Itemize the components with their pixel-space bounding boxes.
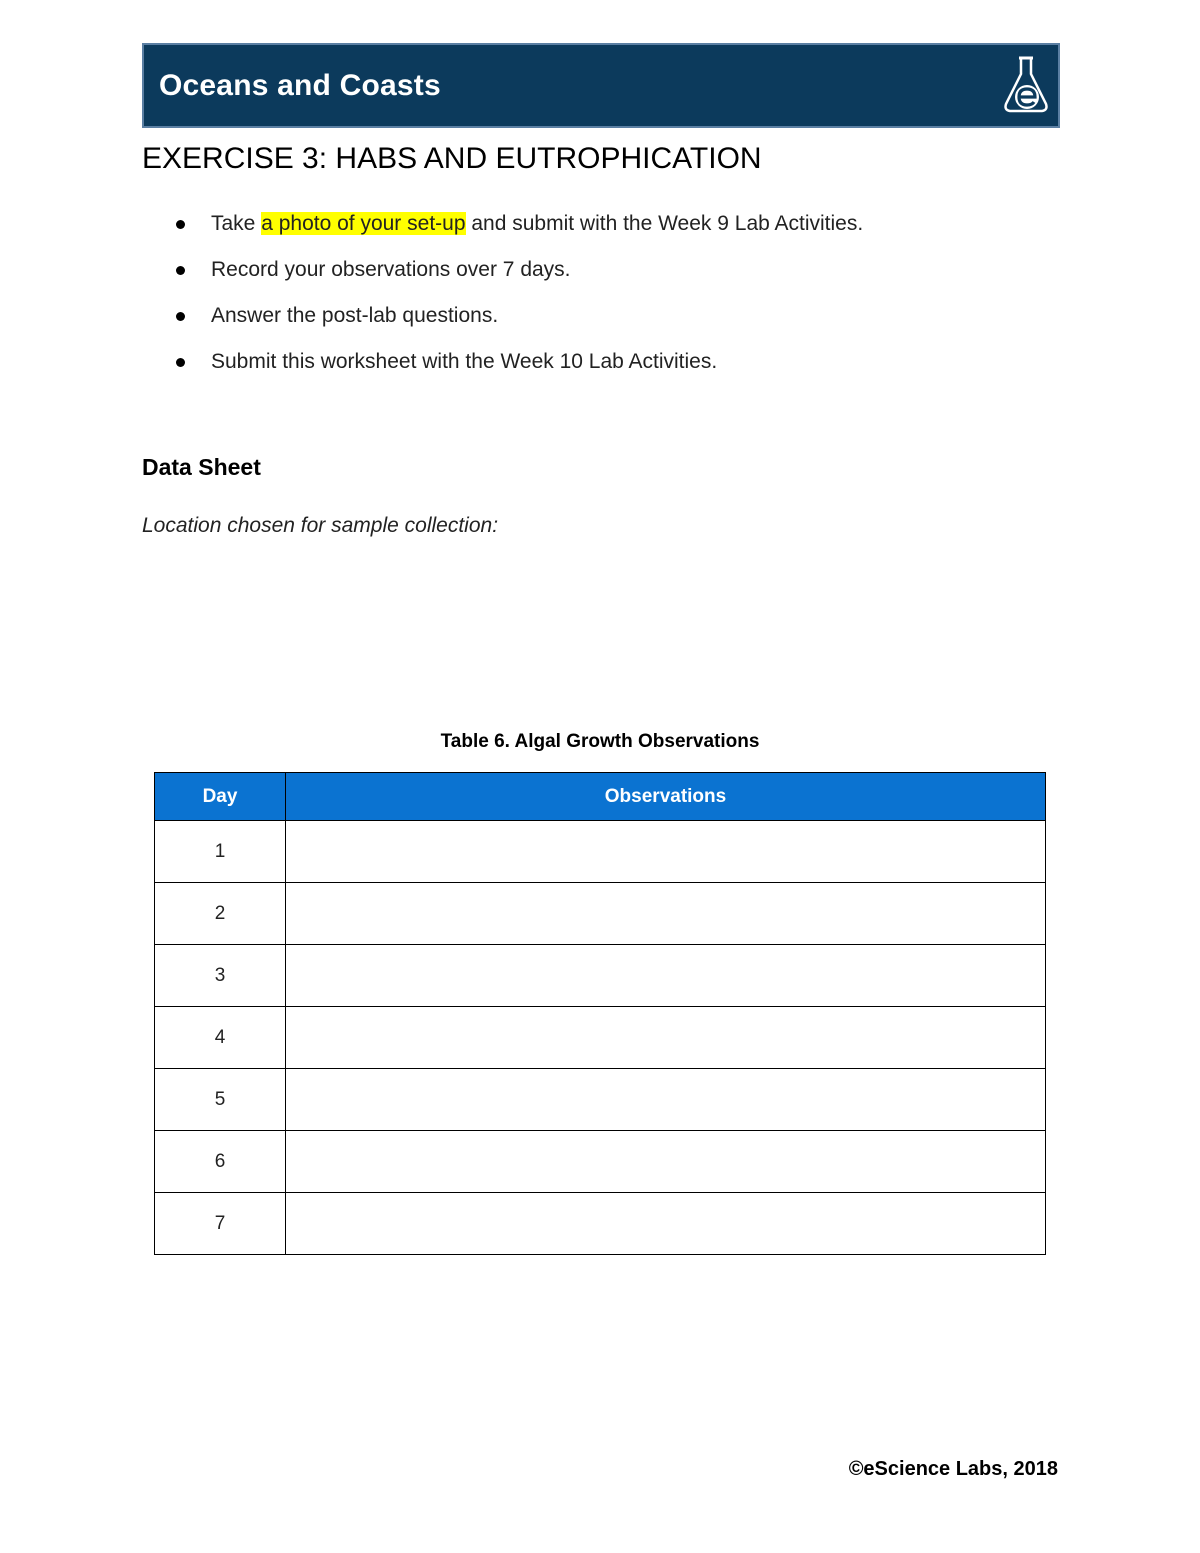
observations-column-header: Observations	[286, 773, 1046, 821]
table-caption: Table 6. Algal Growth Observations	[440, 731, 760, 752]
instruction-text: Answer the post-lab questions.	[211, 304, 499, 327]
instruction-item	[142, 253, 863, 299]
data-sheet-heading: Data Sheet	[142, 454, 261, 480]
day-cell: 2	[155, 883, 286, 945]
observation-cell[interactable]	[286, 1131, 1046, 1193]
course-title: Oceans and Coasts	[159, 69, 441, 102]
observations-table	[154, 772, 1046, 1255]
copyright-footer: ©eScience Labs, 2018	[848, 1458, 1058, 1480]
observation-cell[interactable]	[286, 945, 1046, 1007]
instruction-item	[142, 207, 863, 253]
instruction-text: Record your observations over 7 days.	[211, 258, 571, 281]
escience-flask-logo-icon	[1000, 54, 1052, 116]
table-row	[155, 883, 1046, 945]
table-row	[155, 1193, 1046, 1255]
instruction-text: and submit with the Week 9 Lab Activities.	[465, 212, 864, 235]
day-cell: 4	[155, 1007, 286, 1069]
day-cell: 1	[155, 821, 286, 883]
bullet-icon	[176, 266, 185, 275]
table-row	[155, 1131, 1046, 1193]
table-row	[155, 945, 1046, 1007]
table-header-row	[155, 773, 1046, 821]
header-banner	[142, 43, 1060, 128]
table-row	[155, 1007, 1046, 1069]
instruction-item	[142, 299, 863, 345]
day-cell: 5	[155, 1069, 286, 1131]
instruction-item	[142, 345, 863, 391]
day-column-header: Day	[155, 773, 286, 821]
observation-cell[interactable]	[286, 1007, 1046, 1069]
instruction-list	[142, 207, 863, 391]
bullet-icon	[176, 220, 185, 229]
table-row	[155, 1069, 1046, 1131]
location-prompt: Location chosen for sample collection:	[142, 514, 499, 537]
bullet-icon	[176, 312, 185, 321]
bullet-icon	[176, 358, 185, 367]
highlighted-text: a photo of your set-up	[261, 212, 466, 235]
observation-cell[interactable]	[286, 1069, 1046, 1131]
exercise-title: EXERCISE 3: HABS AND EUTROPHICATION	[142, 142, 762, 175]
observation-cell[interactable]	[286, 821, 1046, 883]
day-cell: 6	[155, 1131, 286, 1193]
day-cell: 7	[155, 1193, 286, 1255]
day-cell: 3	[155, 945, 286, 1007]
observation-cell[interactable]	[286, 1193, 1046, 1255]
instruction-text: Submit this worksheet with the Week 10 Lab Activities.	[211, 350, 718, 373]
instruction-text: Take	[211, 212, 262, 235]
observation-cell[interactable]	[286, 883, 1046, 945]
table-row	[155, 821, 1046, 883]
